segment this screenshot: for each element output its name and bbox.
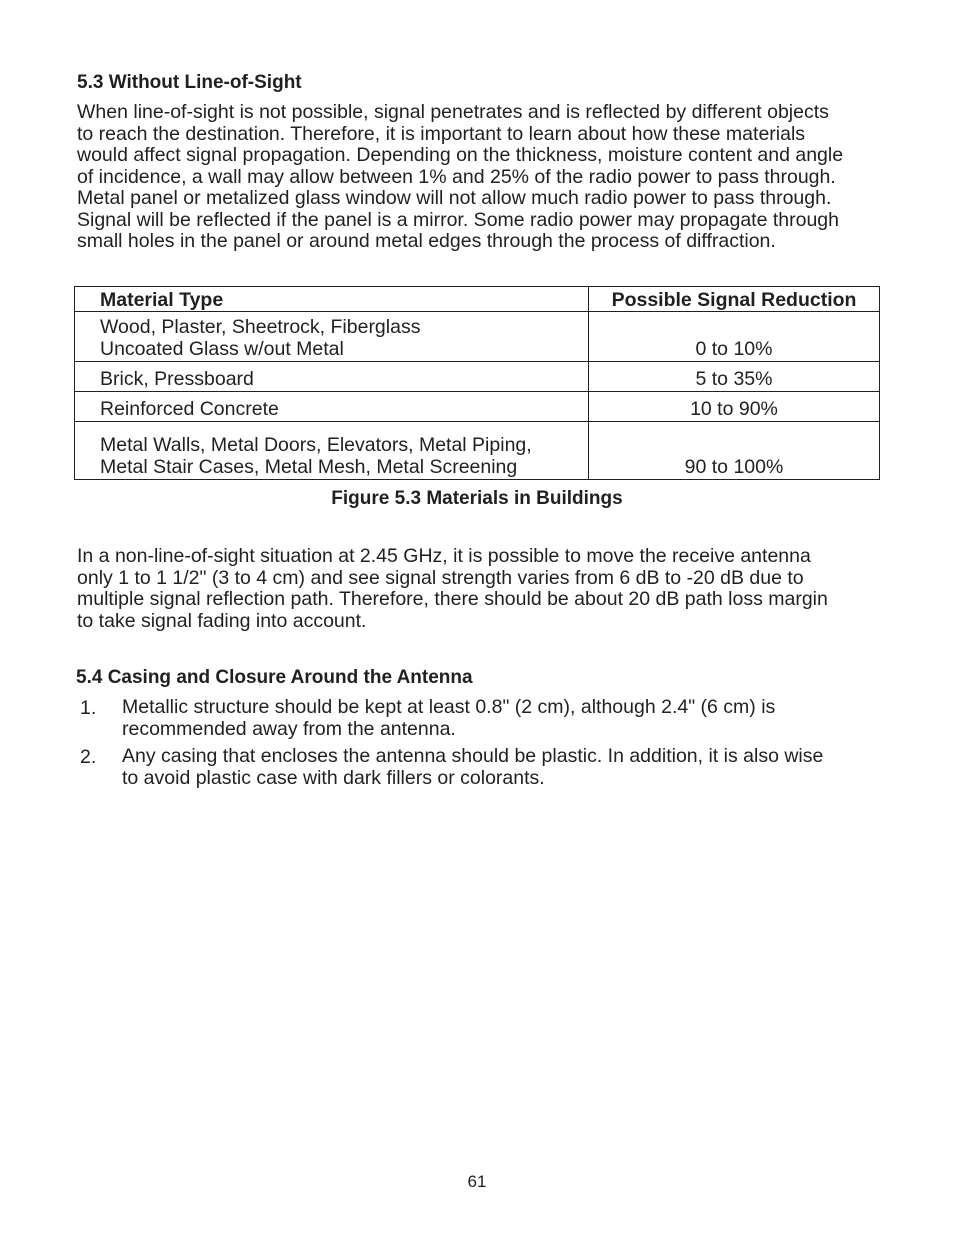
section-heading-5-3: 5.3 Without Line-of-Sight: [77, 72, 302, 93]
section-heading-5-4: 5.4 Casing and Closure Around the Antenna: [76, 667, 473, 688]
list-item-number: 2.: [80, 746, 97, 768]
material-line: Reinforced Concrete: [100, 397, 279, 420]
paragraph-line: multiple signal reflection path. Therefore, there should be about 20 dB path loss margin: [77, 588, 828, 610]
material-line: Metal Stair Cases, Metal Mesh, Metal Screening: [100, 455, 518, 478]
header-material-type: Material Type: [75, 287, 589, 312]
list-item-number: 1.: [80, 697, 97, 719]
list-item-line: recommended away from the antenna.: [122, 717, 456, 740]
paragraph-line: to reach the destination. Therefore, it is important to learn about how these materials: [77, 122, 806, 145]
table-row: [75, 422, 880, 480]
list-item-line: Any casing that encloses the antenna should be plastic. In addition, it is also wise: [122, 745, 824, 767]
material-line: Wood, Plaster, Sheetrock, Fiberglass: [100, 316, 421, 338]
paragraph-line: to take signal fading into account.: [77, 609, 367, 632]
los-paragraph: [77, 102, 843, 253]
paragraph-line: only 1 to 1 1/2" (3 to 4 cm) and see signal strength varies from 6 dB to -20 dB due to: [77, 566, 804, 589]
nlos-paragraph: [77, 546, 828, 632]
reduction-cell: 0 to 10%: [589, 312, 880, 362]
material-cell: [75, 422, 589, 480]
material-line: Metal Walls, Metal Doors, Elevators, Metal Piping,: [100, 434, 532, 456]
list-item: [122, 746, 823, 789]
paragraph-line: would affect signal propagation. Depending on the thickness, moisture content and angle: [77, 144, 844, 166]
reduction-cell: 5 to 35%: [589, 362, 880, 392]
paragraph-line: When line-of-sight is not possible, signal penetrates and is reflected by different objects: [77, 101, 829, 123]
paragraph-line: Metal panel or metalized glass window will not allow much radio power to pass through.: [77, 187, 832, 209]
reduction-cell: 10 to 90%: [589, 392, 880, 422]
material-cell: [75, 392, 589, 422]
paragraph-line: small holes in the panel or around metal edges through the process of diffraction.: [77, 230, 776, 252]
list-item-line: to avoid plastic case with dark fillers or colorants.: [122, 766, 545, 789]
list-item: [122, 697, 775, 740]
table-row: [75, 312, 880, 362]
paragraph-line: of incidence, a wall may allow between 1% and 25% of the radio power to pass through.: [77, 165, 836, 188]
header-signal-reduction: Possible Signal Reduction: [589, 287, 880, 312]
paragraph-line: In a non-line-of-sight situation at 2.45 GHz, it is possible to move the receive antenna: [77, 545, 811, 567]
list-item-line: Metallic structure should be kept at least 0.8" (2 cm), although 2.4" (6 cm) is: [122, 696, 776, 718]
reduction-cell: 90 to 100%: [589, 422, 880, 480]
material-cell: [75, 312, 589, 362]
page-number: 61: [467, 1172, 487, 1191]
materials-table: [74, 286, 880, 480]
table-row: [75, 362, 880, 392]
table-header-row: [75, 287, 880, 312]
table-row: [75, 392, 880, 422]
material-line: Brick, Pressboard: [100, 367, 254, 390]
paragraph-line: Signal will be reflected if the panel is a mirror. Some radio power may propagate through: [77, 208, 839, 231]
figure-caption: Figure 5.3 Materials in Buildings: [331, 488, 623, 509]
material-line: Uncoated Glass w/out Metal: [100, 337, 344, 360]
material-cell: [75, 362, 589, 392]
